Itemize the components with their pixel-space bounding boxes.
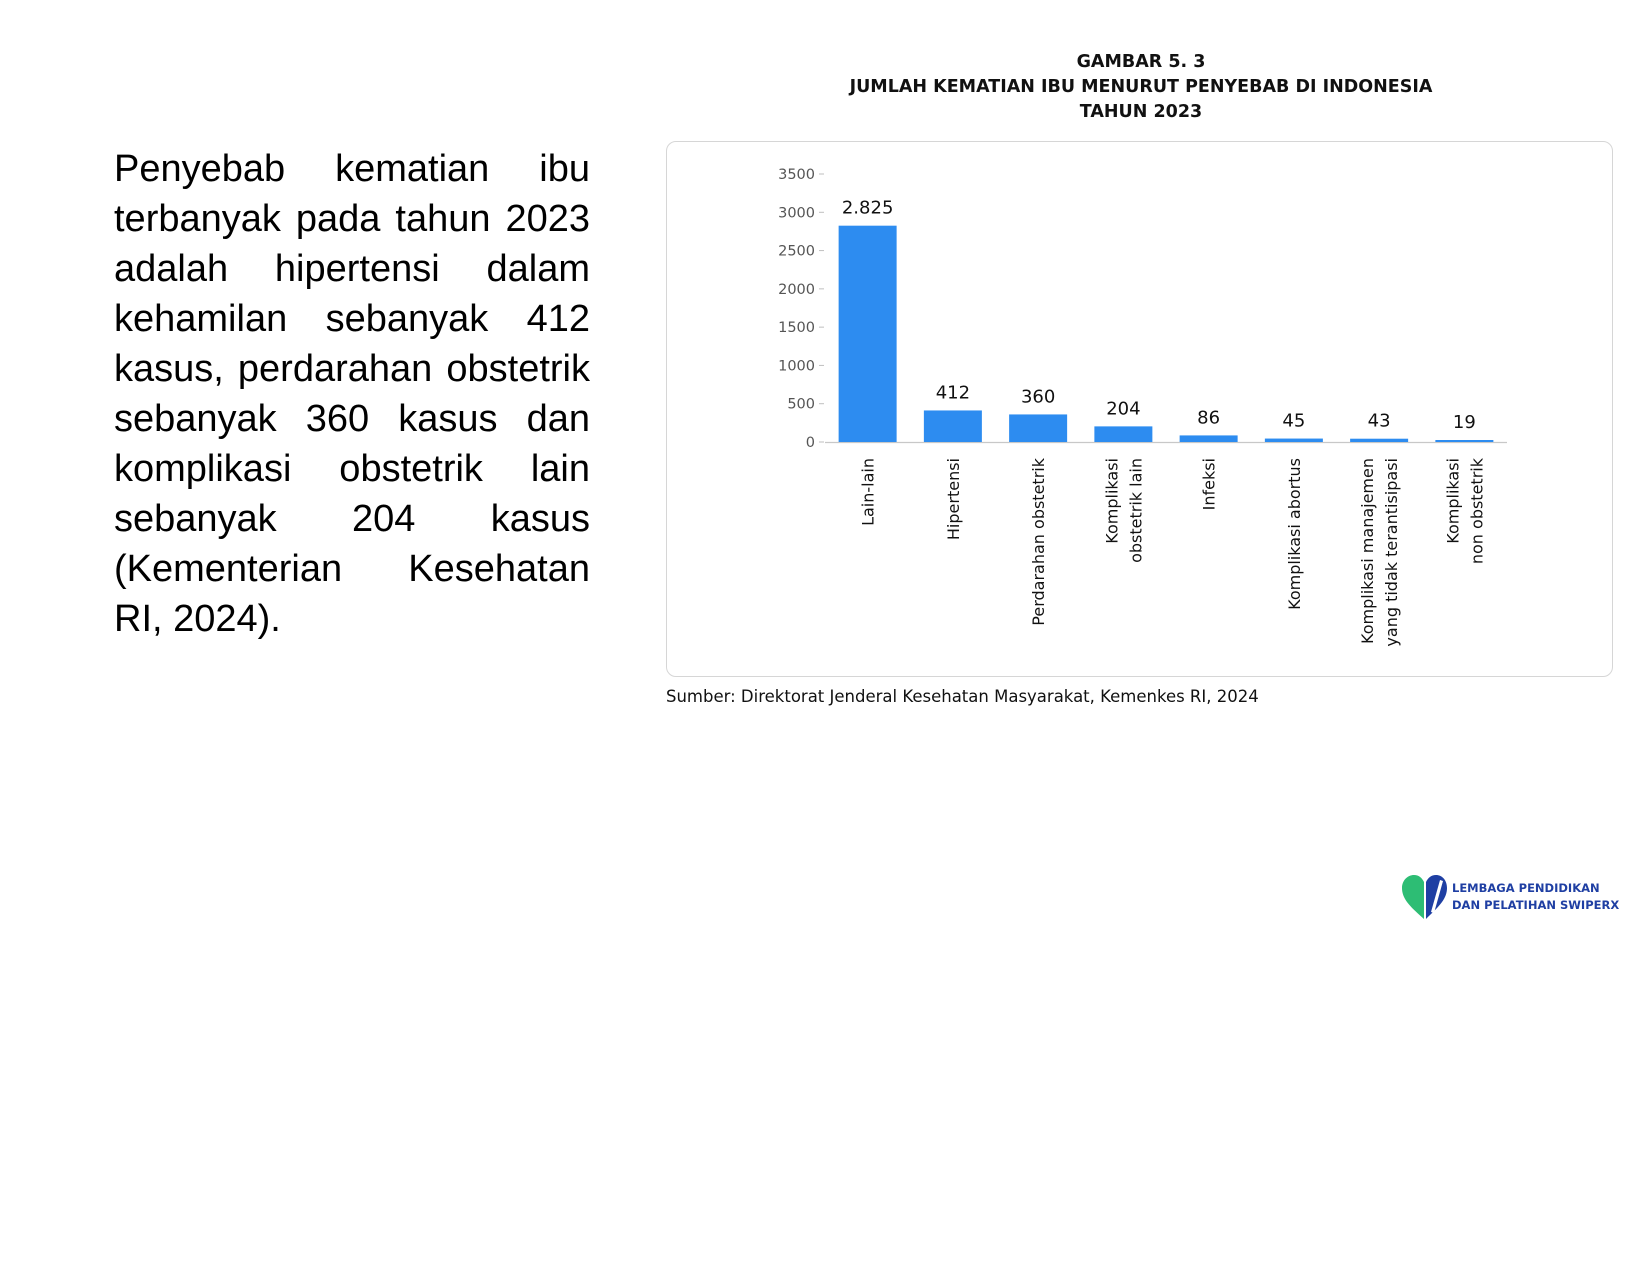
logo-line-2: DAN PELATIHAN SWIPERX — [1452, 898, 1620, 912]
category-label: yang tidak terantisipasi — [1382, 458, 1402, 647]
y-tick-label: 2500 — [778, 243, 815, 260]
data-label: 2.825 — [841, 197, 894, 219]
category-label: Komplikasi abortus — [1284, 458, 1304, 610]
y-tick-label: 1000 — [778, 358, 815, 375]
data-label: 360 — [1020, 386, 1056, 408]
data-label: 43 — [1367, 410, 1391, 432]
category-label: obstetrik lain — [1126, 458, 1146, 563]
bar — [1180, 435, 1238, 442]
heart-logo-icon — [1400, 872, 1450, 922]
bar — [1265, 439, 1323, 442]
bar — [1435, 440, 1493, 442]
category-label: Komplikasi — [1443, 458, 1463, 544]
y-tick-label: 2000 — [778, 281, 815, 298]
category-label: Komplikasi — [1102, 458, 1122, 544]
bar — [924, 410, 982, 442]
y-tick-label: 0 — [805, 435, 815, 451]
bar — [1009, 414, 1067, 442]
figure-title — [660, 50, 1622, 125]
y-tick-label: 3000 — [778, 205, 815, 222]
bar-chart — [667, 142, 1612, 676]
bar — [1094, 426, 1152, 442]
data-label: 19 — [1452, 412, 1476, 433]
category-label: Infeksi — [1199, 458, 1219, 511]
bar — [1350, 439, 1408, 442]
category-label: Komplikasi manajemen — [1358, 458, 1378, 644]
figure-year: TAHUN 2023 — [1079, 102, 1203, 122]
chart-panel — [666, 141, 1613, 677]
figure-source: Sumber: Direktorat Jenderal Kesehatan Masyarakat, Kemenkes RI, 2024 — [666, 687, 1259, 706]
logo-text — [1452, 880, 1619, 914]
category-label: Hipertensi — [943, 458, 963, 541]
category-label: Perdarahan obstetrik — [1029, 458, 1049, 626]
data-label: 45 — [1282, 410, 1306, 432]
y-tick-label: 1500 — [778, 320, 815, 337]
category-label: Lain-lain — [858, 458, 878, 526]
logo-line-1: LEMBAGA PENDIDIKAN — [1452, 881, 1600, 895]
body-paragraph: Penyebab kematian ibu terbanyak pada tahun 2023 adalah hipertensi dalam kehamilan sebanyak 412 kasus, perdarahan obstetrik sebanyak 360 kasus dan komplikasi obstetrik lain sebanyak 204 kasus (Kementerian Kesehatan RI, 2024). — [114, 148, 590, 640]
y-tick-label: 3500 — [778, 167, 815, 183]
bar — [839, 226, 897, 442]
data-label: 412 — [935, 382, 971, 404]
figure-heading: JUMLAH KEMATIAN IBU MENURUT PENYEBAB DI INDONESIA — [849, 77, 1433, 97]
lembaga-logo — [1400, 872, 1626, 922]
figure-number: GAMBAR 5. 3 — [1076, 52, 1206, 72]
category-label: non obstetrik — [1467, 458, 1487, 565]
data-label: 86 — [1197, 407, 1221, 429]
y-tick-label: 500 — [787, 396, 815, 413]
data-label: 204 — [1106, 398, 1141, 420]
